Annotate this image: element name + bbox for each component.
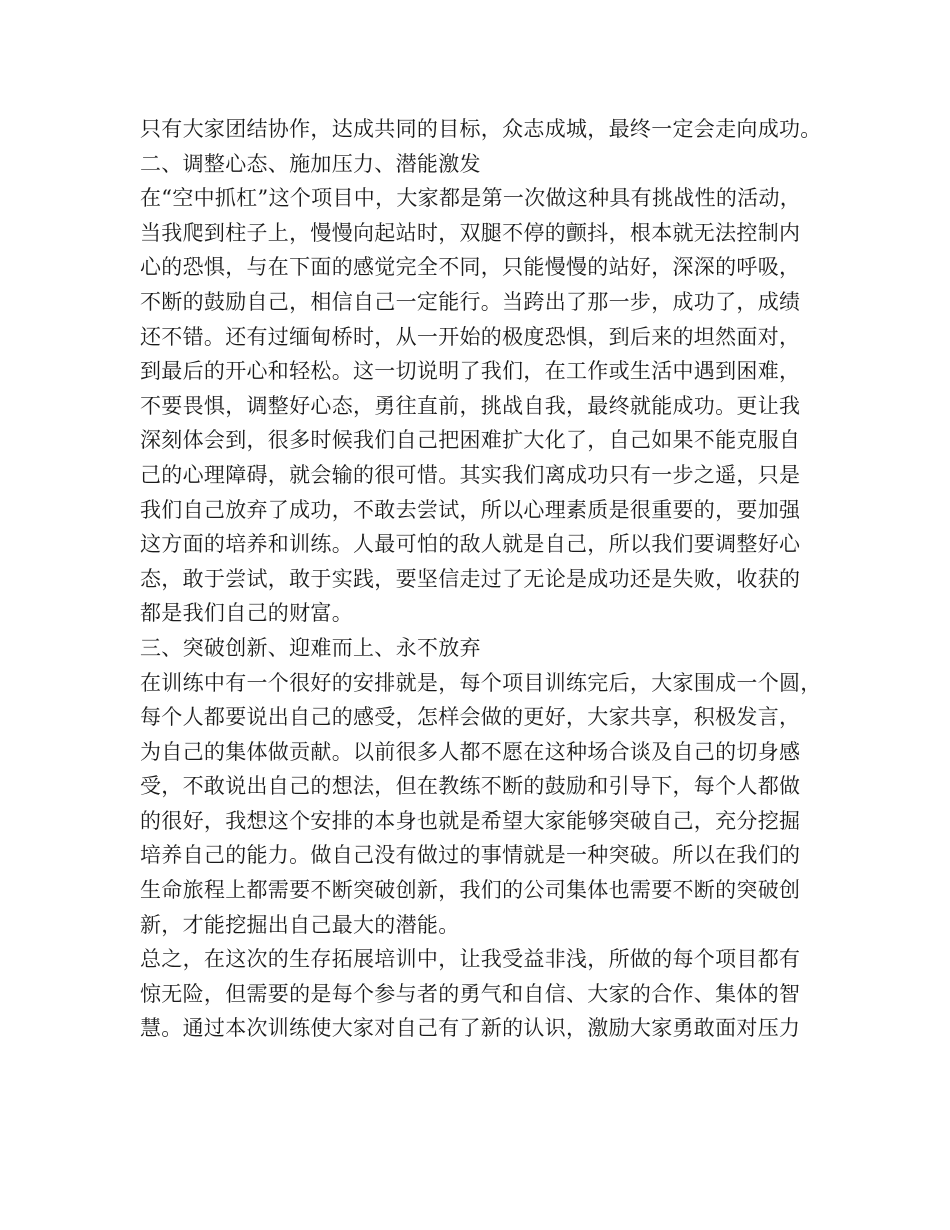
text-line: 的很好，我想这个安排的本身也就是希望大家能够突破自己，充分挖掘 <box>140 808 801 833</box>
text-line: 深刻体会到，很多时候我们自己把困难扩大化了，自己如果不能克服自 <box>140 428 801 453</box>
text-line: 每个人都要说出自己的感受，怎样会做的更好，大家共享，积极发言， <box>140 705 801 730</box>
text-line: 我们自己放弃了成功，不敢去尝试，所以心理素质是很重要的，要加强 <box>140 497 801 522</box>
text-line: 这方面的培养和训练。人最可怕的敌人就是自己，所以我们要调整好心 <box>140 532 801 557</box>
section-heading: 三、突破创新、迎难而上、永不放弃 <box>140 635 481 660</box>
text-line: 为自己的集体做贡献。以前很多人都不愿在这种场合谈及自己的切身感 <box>140 739 801 764</box>
text-line: 培养自己的能力。做自己没有做过的事情就是一种突破。所以在我们的 <box>140 843 801 868</box>
text-line: 只有大家团结协作，达成共同的目标，众志成城，最终一定会走向成功。 <box>140 117 822 141</box>
text-line: 不断的鼓励自己，相信自己一定能行。当跨出了那一步，成功了，成绩 <box>140 289 801 314</box>
text-line: 不要畏惧，调整好心态，勇往直前，挑战自我，最终就能成功。更让我 <box>140 393 801 418</box>
text-line: 生命旅程上都需要不断突破创新，我们的公司集体也需要不断的突破创 <box>140 878 801 903</box>
document-body <box>140 112 830 1046</box>
text-line: 都是我们自己的财富。 <box>140 601 353 626</box>
text-line: 到最后的开心和轻松。这一切说明了我们，在工作或生活中遇到困难， <box>140 359 801 384</box>
text-line: 心的恐惧，与在下面的感觉完全不同，只能慢慢的站好，深深的呼吸， <box>140 255 801 280</box>
text-line: 态，敢于尝试，敢于实践，要坚信走过了无论是成功还是失败，收获的 <box>140 566 801 591</box>
text-line: 受，不敢说出自己的想法，但在教练不断的鼓励和引导下，每个人都做 <box>140 774 801 799</box>
section-heading: 二、调整心态、施加压力、潜能激发 <box>140 151 481 176</box>
text-line: 慧。通过本次训练使大家对自己有了新的认识，激励大家勇敢面对压力 <box>140 1016 801 1041</box>
text-line: 当我爬到柱子上，慢慢向起站时，双腿不停的颤抖，根本就无法控制内 <box>140 220 801 245</box>
text-line: 己的心理障碍，就会输的很可惜。其实我们离成功只有一步之遥，只是 <box>140 462 801 487</box>
text-line: 新，才能挖掘出自己最大的潜能。 <box>140 912 460 937</box>
text-line: 总之，在这次的生存拓展培训中，让我受益非浅，所做的每个项目都有 <box>140 947 801 972</box>
text-line: 还不错。还有过缅甸桥时，从一开始的极度恐惧，到后来的坦然面对， <box>140 324 801 349</box>
text-line: 在“空中抓杠”这个项目中，大家都是第一次做这种具有挑战性的活动， <box>140 186 802 211</box>
text-line: 惊无险，但需要的是每个参与者的勇气和自信、大家的合作、集体的智 <box>140 981 801 1006</box>
text-line: 在训练中有一个很好的安排就是，每个项目训练完后，大家围成一个圆， <box>140 670 822 695</box>
